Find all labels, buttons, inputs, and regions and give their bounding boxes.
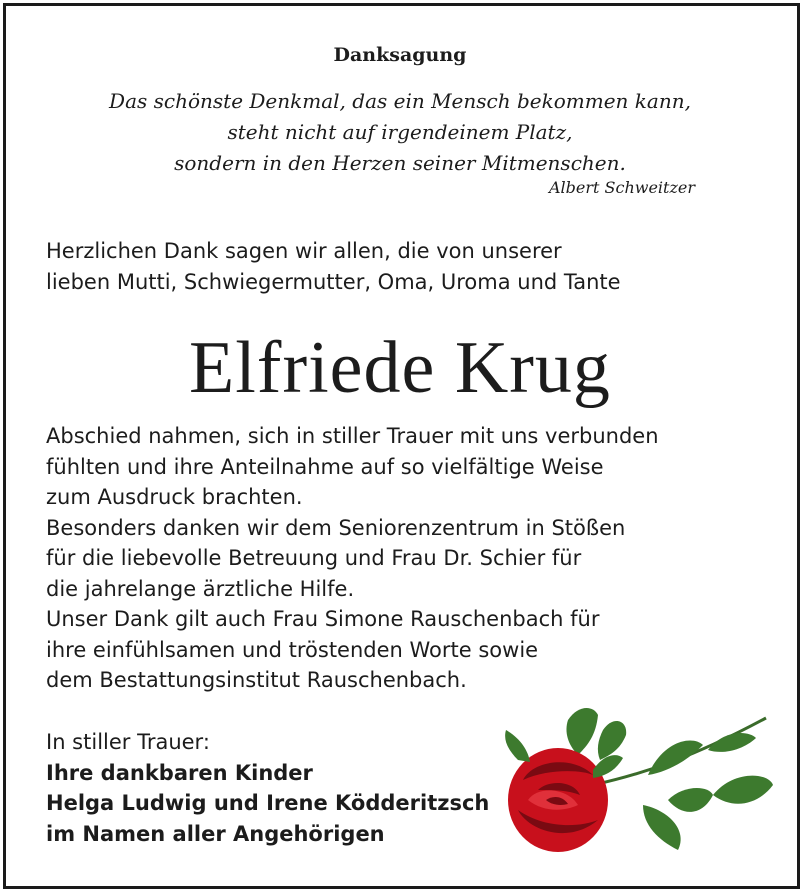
intro-text [46,236,621,297]
body-line: Unser Dank gilt auch Frau Simone Rauschenbach für [46,607,600,631]
body-line: zum Ausdruck brachten. [46,485,303,509]
quote-line: sondern in den Herzen seiner Mitmenschen. [174,151,626,175]
rose-leaf [713,776,773,804]
deceased-name: Elfriede Krug [189,327,611,409]
rose-sepal [593,755,623,778]
intro-line: lieben Mutti, Schwiegermutter, Oma, Uroma und Tante [46,269,621,294]
rose-leaf [668,788,713,812]
signature-block [46,727,489,849]
body-line: ihre einfühlsamen und tröstenden Worte sowie [46,637,539,662]
body-line: Abschied nahmen, sich in stiller Trauer mit uns verbunden [46,424,659,448]
signature-intro: In stiller Trauer: [46,730,210,754]
body-line: dem Bestattungsinstitut Rauschenbach. [46,668,467,692]
intro-line: Herzlichen Dank sagen wir allen, die von unserer [46,239,562,263]
rose-leaf [643,805,681,850]
body-line: fühlten und ihre Anteilnahme auf so vielfältige Weise [46,454,604,479]
quote-line: Das schönste Denkmal, das ein Mensch bekommen kann, [109,89,691,113]
body-line: für die liebevolle Betreuung und Frau Dr. Schier für [46,546,582,570]
quote-line: steht nicht auf irgendeinem Platz, [227,120,573,144]
signature-line: im Namen aller Angehörigen [46,821,385,846]
quote [0,86,800,179]
rose-sepal [505,730,530,762]
rose-leaf [708,733,756,752]
rose-leaf [566,708,598,755]
quote-author: Albert Schweitzer [548,178,695,197]
body-line: die jahrelange ärztliche Hilfe. [46,576,355,601]
signature-line: Helga Ludwig und Irene Ködderitzsch [46,791,490,815]
rose-leaf [648,740,703,775]
notice-title: Danksagung [333,44,467,66]
rose-icon [498,700,778,870]
rose-leaf [598,721,626,760]
body-text [46,421,659,696]
body-line: Besonders danken wir dem Seniorenzentrum in Stößen [46,515,626,540]
signature-line: Ihre dankbaren Kinder [46,760,313,785]
